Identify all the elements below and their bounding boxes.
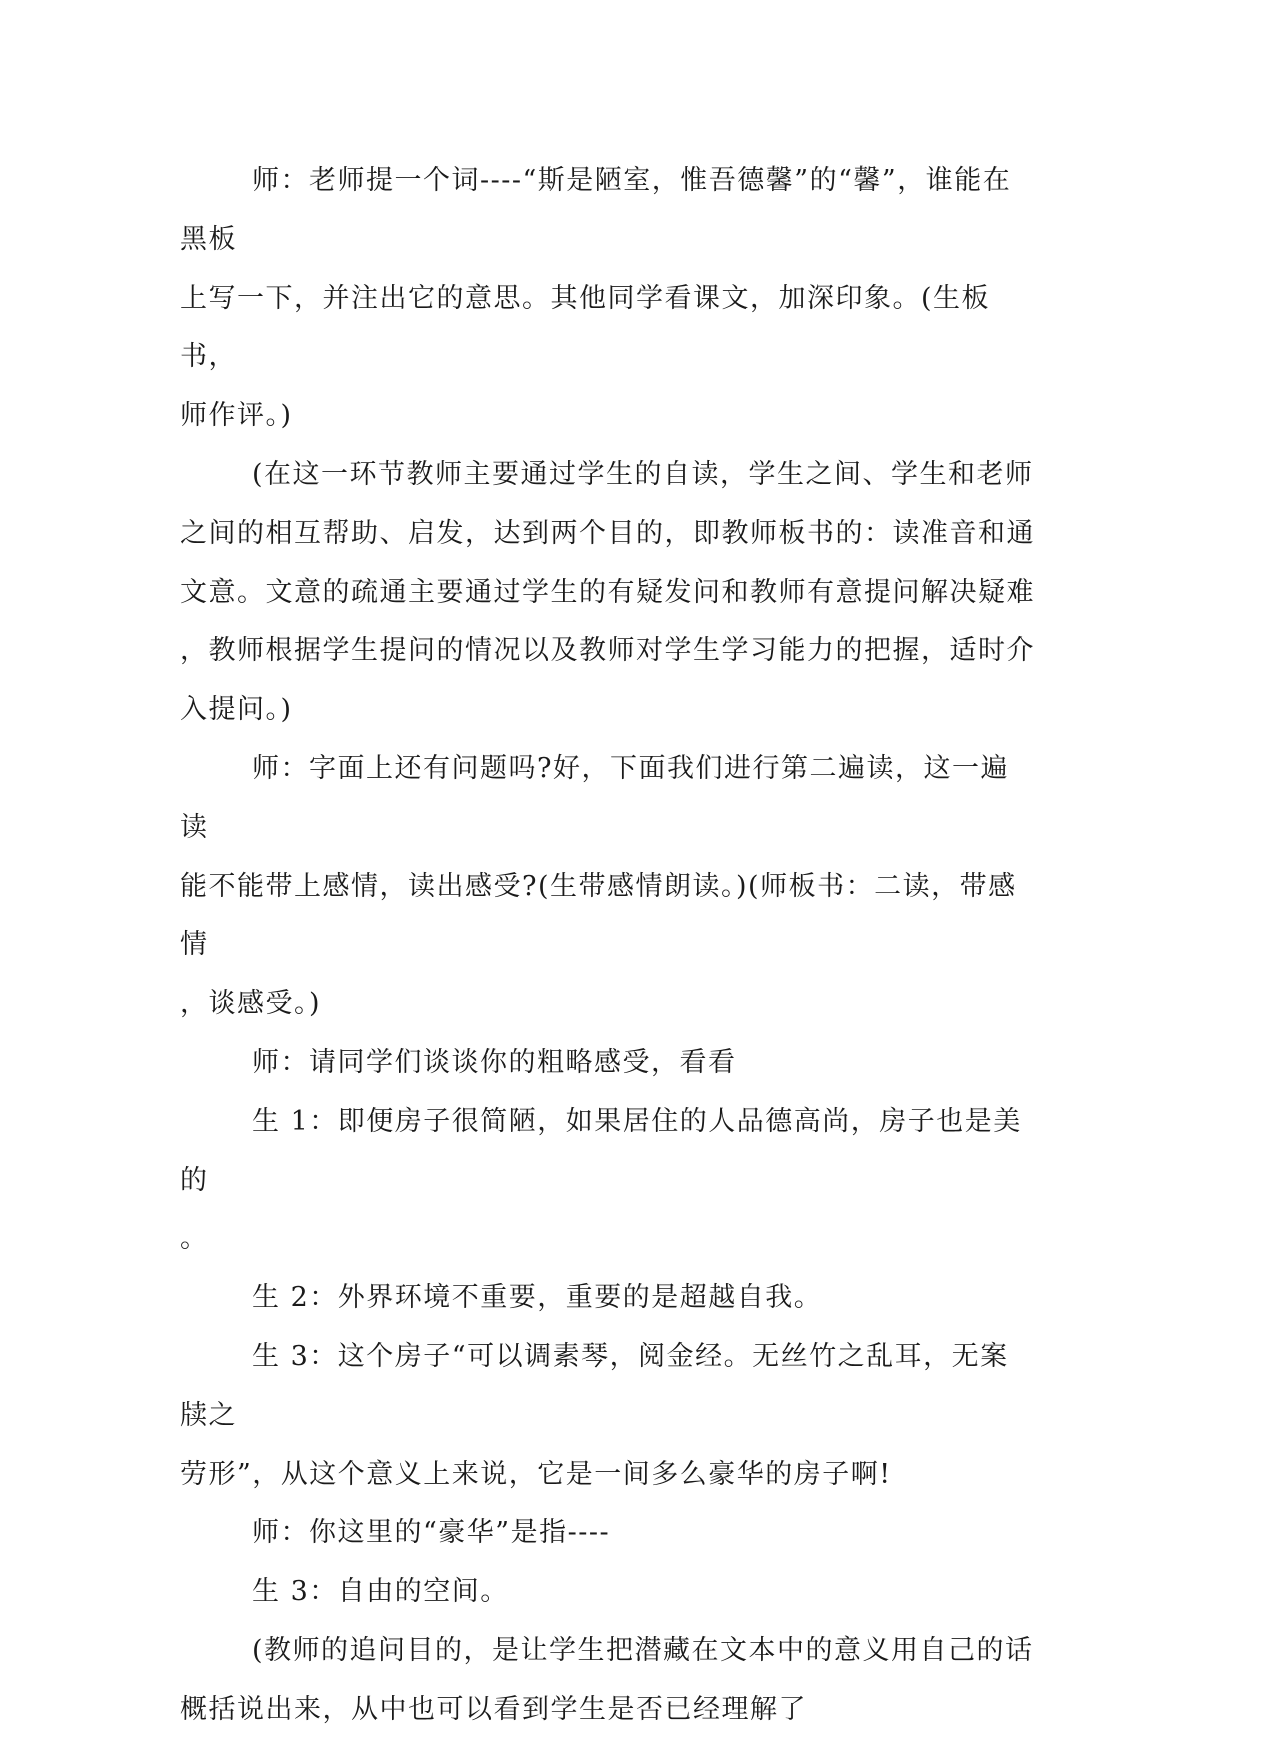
paragraph: 生 3：自由的空间。 [252,1576,509,1608]
paragraph: (教师的追问目的，是让学生把潜藏在文本中的意义用自己的话 概括说出来，从中也可以看到学生是否已经理解了 [180,1634,1034,1725]
paragraph: 生 2：外界环境不重要，重要的是超越自我。 [252,1282,823,1314]
paragraph: 师：字面上还有问题吗?好，下面我们进行第二遍读，这一遍读 能不能带上感情，读出感受?(生带感情朗读。)(师板书：二读，带感情 ，谈感受。) [180,752,1017,1020]
document-body [180,152,1035,1740]
paragraph: 师：老师提一个词----“斯是陋室，惟吾德馨”的“馨”，谁能在黑板 上写一下，并注出它的意思。其他同学看课文，加深印象。(生板书， 师作评。) [180,165,1012,432]
paragraph: 生 3：这个房子“可以调素琴，阅金经。无丝竹之乱耳，无案牍之 劳形”，从这个意义上来说，它是一间多么豪华的房子啊! [180,1340,1009,1490]
paragraph: 师：请同学们谈谈你的粗略感受，看看 [252,1046,737,1078]
paragraph: 生 1：即便房子很简陋，如果居住的人品德高尚，房子也是美的 。 [180,1105,1022,1255]
paragraph: 师：你这里的“豪华”是指---- [252,1517,611,1549]
paragraph: (在这一环节教师主要通过学生的自读，学生之间、学生和老师 之间的相互帮助、启发，达到两个目的，即教师板书的：读准音和通 文意。文意的疏通主要通过学生的有疑发问和教师有意提问解决疑难 ，教师根据学生提问的情况以及教师对学生学习能力的把握，适时介 入提问。) [180,458,1035,726]
